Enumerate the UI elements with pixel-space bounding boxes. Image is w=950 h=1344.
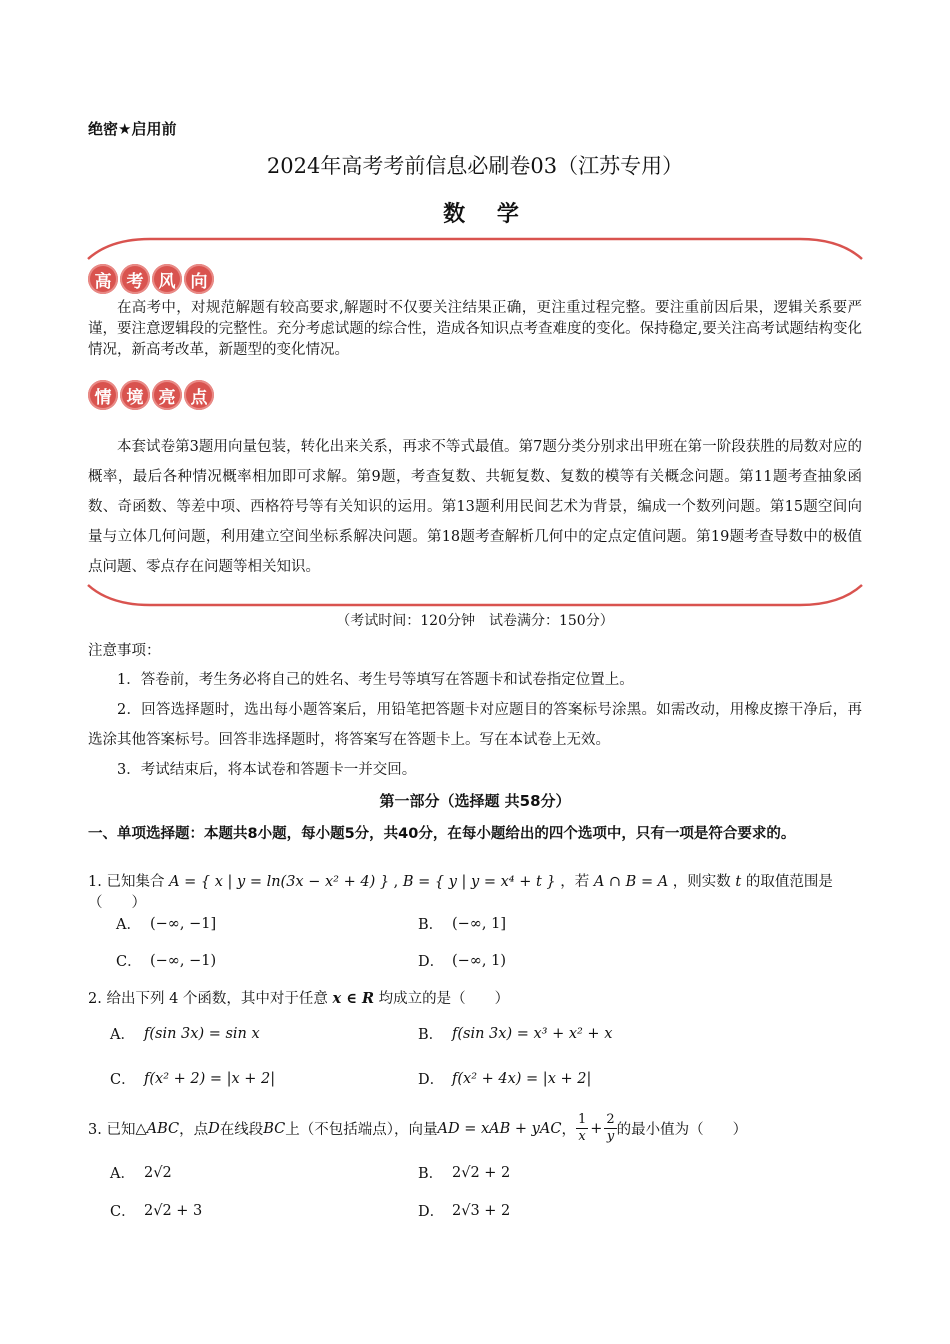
q3-option-d[interactable]: [418, 1200, 510, 1221]
frame-top-arc: [88, 239, 862, 259]
section-title: 一、单项选择题：本题共8小题，每小题5分，共40分，在每小题给出的四个选项中，只有一项是符合要求的。: [88, 826, 796, 842]
option-label: A．: [110, 1166, 135, 1182]
frac-num: 2: [606, 1112, 615, 1127]
q3-option-c[interactable]: [110, 1200, 202, 1221]
badge-char: 风: [152, 264, 182, 294]
note-item: 2．回答选择题时，选出每小题答案后，用铅笔把答题卡对应题目的答案标号涂黑。如需改动，用橡皮擦干净后，再选涂其他答案标号。回答非选择题时，将答案写在答题卡上。写在本试卷上无效。: [88, 702, 862, 748]
frac-den: y: [606, 1129, 615, 1144]
frame-bottom-arc: [88, 585, 862, 605]
q3-a: ，点: [179, 1122, 209, 1138]
option-text: (−∞, 1): [452, 952, 506, 969]
q3-d: ，: [561, 1122, 576, 1138]
option-label: D．: [418, 1072, 445, 1088]
option-text: 2√3 + 2: [452, 1202, 511, 1219]
q3-option-b[interactable]: [418, 1162, 510, 1183]
q2-option-a[interactable]: [110, 1023, 260, 1044]
option-label: C．: [110, 1072, 136, 1088]
notes-title: 注意事项：: [88, 643, 161, 659]
q1-mid: ，若: [560, 874, 590, 890]
option-text: (−∞, 1]: [452, 915, 506, 932]
q1-end: 的取值范围是（ ）: [88, 874, 833, 911]
q1-set-a: A = { x | y = ln(3x − x² + 4) }: [169, 874, 390, 890]
option-text: f(x² + 2) = |x + 2|: [144, 1070, 276, 1087]
option-label: A．: [110, 1027, 135, 1043]
option-label: A．: [116, 917, 141, 933]
option-label: D．: [418, 954, 445, 970]
paper-title: 2024年高考考前信息必刷卷03（江苏专用）: [266, 154, 684, 178]
q2-option-b[interactable]: [418, 1023, 612, 1044]
badge-char: 亮: [152, 380, 182, 410]
option-text: f(sin 3x) = sin x: [144, 1025, 260, 1042]
q1-var: t: [735, 874, 742, 890]
exam-trend-badge: [88, 264, 214, 294]
option-label: D．: [418, 1204, 445, 1220]
q1-option-c[interactable]: [116, 950, 216, 971]
question-3-stem: [88, 1112, 862, 1145]
q3-triangle: △ABC: [135, 1120, 180, 1137]
badge-char: 情: [88, 380, 118, 410]
q2-mid: 个函数，其中对于任意: [182, 991, 328, 1007]
highlights-text: 本套试卷第3题用向量包装，转化出来关系，再求不等式最值。第7题分类分别求出甲班在第一阶段获胜的局数对应的概率，最后各种情况概率相加即可求解。第9题，考查复数、共轭复数、复数的模等有关概念问题。第11题考查抽象函数、奇函数、等差中项、西格符号等有关知识的运用。第13题利用民间艺术为背景，编成一个数列问题。第15题空间向量与立体几何问题，利用建立空间坐标系解决问题。第18题考查解析几何中的定点定值问题。第19题考查导数中的极值点问题、零点存在问题等相关知识。: [88, 439, 862, 575]
q3-segment: BC: [263, 1120, 286, 1137]
note-item: 1．答卷前，考生务必将自己的姓名、考生号等填写在答题卡和试卷指定位置上。: [117, 672, 634, 688]
q1-suffix: ，则实数: [672, 874, 731, 890]
q3-option-a[interactable]: [110, 1162, 172, 1183]
q2-count: 4: [169, 991, 179, 1007]
q3-end: 的最小值为（ ）: [616, 1122, 748, 1138]
q1-option-a[interactable]: [116, 913, 216, 934]
q2-option-c[interactable]: [110, 1068, 275, 1089]
subject-title: 数 学: [443, 201, 531, 227]
option-text: 2√2 + 3: [144, 1202, 203, 1219]
part1-title: 第一部分（选择题 共58分）: [379, 792, 571, 810]
q1-option-b[interactable]: [418, 913, 506, 934]
badge-char: 境: [120, 380, 150, 410]
badge-char: 向: [184, 264, 214, 294]
q3-frac-1: [576, 1112, 588, 1145]
badge-char: 高: [88, 264, 118, 294]
q1-prefix: 1. 已知集合: [88, 874, 165, 890]
question-2-stem: [88, 987, 862, 1008]
question-1-stem: 1. 已知集合 A = { x | y = ln(3x − x² + 4) } , B = { y | y = x⁴ + t } ，若 A ∩ B = A ，则实数 t 的取值范围是（ ）: [88, 874, 833, 911]
q2-prefix: 2. 给出下列: [88, 991, 165, 1007]
option-text: f(sin 3x) = x³ + x² + x: [452, 1025, 613, 1042]
q1-option-d[interactable]: [418, 950, 506, 971]
highlights-badge: [88, 380, 214, 410]
q3-point: D: [208, 1120, 220, 1137]
badge-char: 点: [184, 380, 214, 410]
exam-info: （考试时间：120分钟 试卷满分：150分）: [336, 613, 614, 629]
frac-den: x: [578, 1129, 586, 1144]
q3-c: 上（不包括端点），向量: [285, 1122, 438, 1138]
option-label: B．: [418, 917, 444, 933]
q1-set-b: B = { y | y = x⁴ + t }: [402, 874, 556, 890]
exam-trend-text: 在高考中，对规范解题有较高要求,解题时不仅要关注结果正确，更注重过程完整。要注重前因后果，逻辑关系要严谨，要注意逻辑段的完整性。充分考虑试题的综合性，造成各知识点考查难度的变化。保持稳定,要关注高考试题结构变化情况，新高考改革，新题型的变化情况。: [88, 300, 862, 358]
option-text: 2√2 + 2: [452, 1164, 511, 1181]
secret-label: 绝密★启用前: [88, 120, 177, 138]
option-label: C．: [116, 954, 142, 970]
note-item: 3．考试结束后，将本试卷和答题卡一并交回。: [117, 762, 417, 778]
q3-frac-2: [604, 1112, 616, 1145]
q2-condition: x ∈ R: [332, 990, 375, 1007]
option-label: C．: [110, 1204, 136, 1220]
q2-end: 均成立的是（ ）: [378, 991, 510, 1007]
q1-condition: A ∩ B = A: [593, 874, 669, 890]
q3-plus: +: [590, 1120, 603, 1137]
option-text: (−∞, −1]: [150, 915, 217, 932]
option-label: B．: [418, 1166, 444, 1182]
q3-b: 在线段: [219, 1122, 264, 1138]
q3-prefix: 3. 已知: [88, 1122, 136, 1138]
q3-vector-eq: AD = xAB + yAC: [437, 1120, 562, 1137]
option-label: B．: [418, 1027, 444, 1043]
frac-num: 1: [577, 1112, 587, 1127]
option-text: 2√2: [144, 1164, 172, 1181]
option-text: (−∞, −1): [150, 952, 217, 969]
option-text: f(x² + 4x) = |x + 2|: [452, 1070, 592, 1087]
q2-option-d[interactable]: [418, 1068, 591, 1089]
badge-char: 考: [120, 264, 150, 294]
